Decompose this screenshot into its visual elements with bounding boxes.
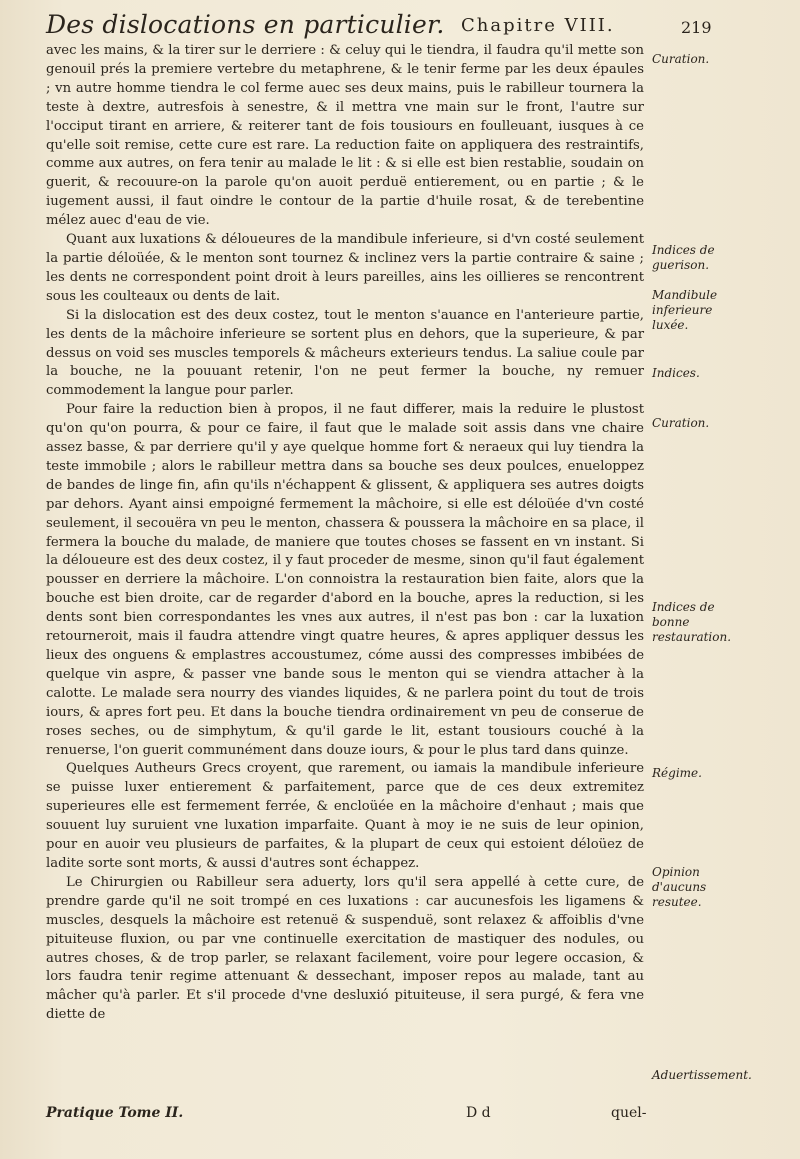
margin-note: Opinion d'aucuns resutee.: [652, 865, 707, 909]
paragraph: Le Chirurgien ou Rabilleur sera aduerty, lors qu'il sera appellé à cette cure, de prendre garde qu'il ne soit trompé en ces luxations : car aucunesfois les ligamens & muscles, desquels la mâchoire est retenuë & suspenduë, sont relaxez & affoiblis d'vne pituiteuse fluxion, ou par vne continuelle exercitation de mastiquer des nodules, ou autres choses, & de trop parler, se relaxant facilement, voire pour legere occasion, & lors faudra tenir regime attenuant & dessechant, imposer repos au malade, tant au mâcher qu'à parler. Et s'il procede d'vne desluxió pituiteuse, il sera purgé, & fera vne diette de: [46, 874, 644, 1023]
page-number: 219: [681, 18, 712, 37]
paragraph: Si la dislocation est des deux costez, tout le menton s'auance en l'anterieure partie, les dents de la mâchoire inferieure se sortent plus en dehors, que la superieure, & par dessus on void ses muscles temporels & mâcheurs exterieurs tendus. La saliue coule par la bouche, ne la pouuant retenir, l'on ne peut fermer la bouche, ny remuer commodement la langue pour parler.: [46, 307, 644, 399]
page-footer: [46, 1105, 646, 1127]
main-text: [46, 42, 644, 1025]
paragraph: avec les mains, & la tirer sur le derriere : & celuy qui le tiendra, il faudra qu'il mette son genouil prés la premiere vertebre du metaphrene, & le tenir ferme par les deux épaules ; vn autre homme tiendra le col ferme auec ses deux mains, puis le rabilleur tournera la teste à dextre, autresfois à senestre, & il mettra vne main sur le front, l'autre sur l'occiput tirant en arriere, & reiterer tant de fois tousiours en foulleuant, iusques à ce qu'elle soit remise, cette cure est rare. La reduction faite on appliquera des restraintifs, comme aux autres, on fera tenir au malade le lit : & si elle est bien restablie, soudain on guerit, & recouure-on la parole qu'on auoit perduë entierement, ou en partie ; & le iugement aussi, il faut oindre le contour de la partie d'huile rosat, & de terebentine mélez auec d'eau de vie.: [46, 43, 644, 229]
paragraph: Quant aux luxations & déloueures de la mandibule inferieure, si d'vn costé seulement la partie déloüée, & le menton sont tournez & inclinez vers la partie contraire & saine ; les dents ne correspondent point droit à leurs pareilles, ains les oillieres se rencontrent sous les coulteaux ou dents de lait.: [46, 232, 644, 304]
paragraph: Quelques Autheurs Grecs croyent, que rarement, ou iamais la mandibule inferieure se puisse luxer entierement & parfaitement, parce que de ces deux extremitez superieures elle est fermement ferrée, & encloüée en la mâchoire d'enhaut ; mais que souuent luy suruient vne luxation imparfaite. Quant à moy ie ne suis de leur opinion, pour en auoir veu plusieurs de parfaites, & la plupart de ceux qui estoient déloüez de ladite sorte sont morts, & aussi d'autres sont échappez.: [46, 761, 644, 871]
margin-note: Aduertissement.: [652, 1068, 752, 1082]
margin-note: Indices de bonne restauration.: [652, 600, 732, 644]
catchword: quel-: [611, 1105, 647, 1121]
footer-volume-title: Pratique Tome II.: [46, 1105, 184, 1121]
signature-mark: D d: [466, 1105, 491, 1121]
paragraph: Pour faire la reduction bien à propos, il ne faut differer, mais la reduire le plustost qu'on qu'on pourra, & pour ce faire, il faut que le malade soit assis dans vne chaire assez basse, & par derriere qu'il y aye quelque homme fort & neraeux qui luy tiendra la teste immobile ; alors le rabilleur mettra dans sa bouche ses deux poulces, enueloppez de bandes de linge fin, afin qu'ils n'échappent & glissent, & appliquera ses autres doigts par dehors. Ayant ainsi empoigné fermement la mâchoire, si elle est déloüée d'vn costé seulement, il secouëra vn peu le menton, chassera & poussera la mâchoire en sa place, il fermera la bouche du malade, de maniere que toutes choses se fassent en vn instant. Si la déloueure est des deux costez, il y faut proceder de mesme, sinon qu'il faut également pousser en derriere la mâchoire. L'on connoistra la restauration bien faite, alors que la bouche est bien droite, car de regarder d'abord en la bouche, apres la reduction, si les dents sont bien correspondantes les vnes aux autres, il n'est pas bon : car la luxation retourneroit, mais il faudra attendre vingt quatre heures, & apres appliquer dessus les lieux des onguens & emplastres accoustumez, cóme aussi des compresses imbibées de quelque vin aspre, & passer vne bande sous le menton qui se viendra attacher à la calotte. Le malade sera nourry des viandes liquides, & ne parlera point du tout de trois iours, & apres fort peu. Et dans la bouche tiendra ordinairement vn peu de conserue de roses seches, ou de simphytum, & qu'il garde le lit, estant tousiours couché à la renuerse, l'on guerit communément dans douze iours, & pour le plus tard dans quinze.: [46, 402, 644, 758]
margin-note: Mandibule inferieure luxée.: [652, 288, 718, 332]
margin-note: Curation.: [652, 52, 710, 66]
margin-note: Indices de guerison.: [652, 243, 715, 272]
margin-note: Régime.: [652, 766, 702, 780]
chapter-heading: Chapitre VIII.: [461, 15, 615, 36]
margin-note: Curation.: [652, 416, 710, 430]
running-title: Des dislocations en particulier.: [46, 10, 445, 39]
margin-note: Indices.: [652, 366, 700, 380]
page-header: [46, 10, 766, 44]
